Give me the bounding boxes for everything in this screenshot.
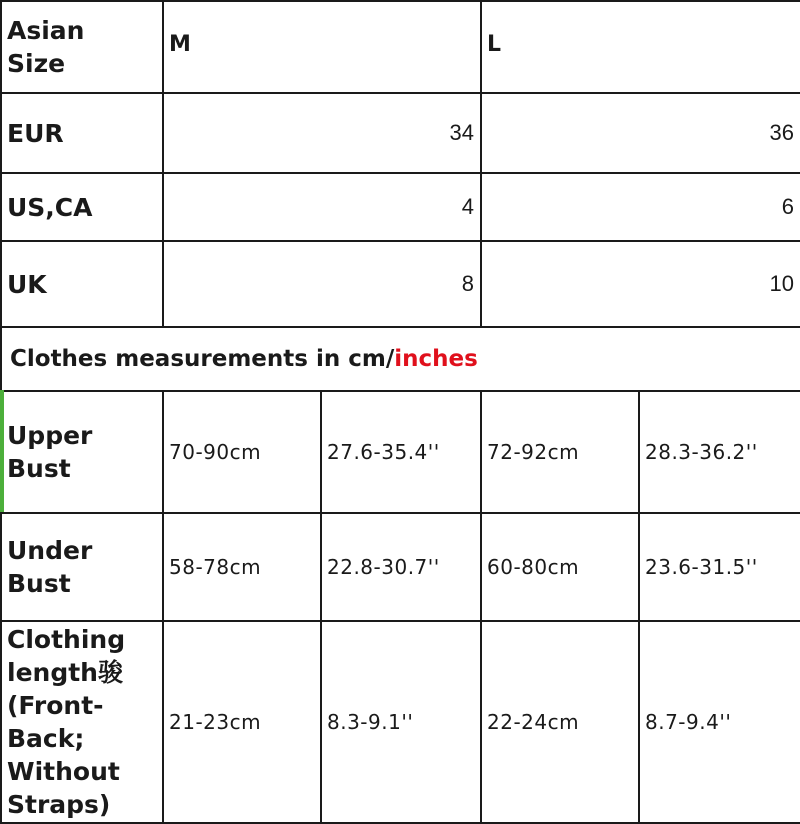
- conversion-label: EUR: [1, 93, 163, 173]
- size-m-inches: 8.3-9.1'': [321, 621, 481, 823]
- measurement-row-under-bust: [1, 513, 800, 621]
- size-m-cm: 58-78cm: [163, 513, 321, 621]
- measurement-row-clothing-length: [1, 621, 800, 823]
- size-l-cm: 60-80cm: [481, 513, 639, 621]
- size-m-value: 8: [163, 241, 481, 327]
- size-l-inches: 8.7-9.4'': [639, 621, 800, 823]
- size-m-header: M: [163, 1, 481, 93]
- conversion-label: US,CA: [1, 173, 163, 241]
- size-m-cm: 70-90cm: [163, 391, 321, 513]
- size-l-cm: 22-24cm: [481, 621, 639, 823]
- measurements-title-highlight: inches: [394, 346, 478, 372]
- size-m-value: 4: [163, 173, 481, 241]
- row-marker: [0, 390, 4, 512]
- conversion-label: UK: [1, 241, 163, 327]
- conversion-row-eur: [1, 93, 800, 173]
- asian-size-label: Asian Size: [1, 1, 163, 93]
- size-l-value: 36: [481, 93, 800, 173]
- measurement-label: Clothing length骏 (Front- Back; Without Straps): [1, 621, 163, 823]
- measurements-title-row: [1, 327, 800, 391]
- measurements-title: [1, 327, 800, 391]
- conversion-row-us-ca: [1, 173, 800, 241]
- size-l-cm: 72-92cm: [481, 391, 639, 513]
- size-l-inches: 23.6-31.5'': [639, 513, 800, 621]
- size-m-cm: 21-23cm: [163, 621, 321, 823]
- size-l-inches: 28.3-36.2'': [639, 391, 800, 513]
- size-l-value: 6: [481, 173, 800, 241]
- size-m-value: 34: [163, 93, 481, 173]
- measurement-row-upper-bust: [1, 391, 800, 513]
- size-m-inches: 27.6-35.4'': [321, 391, 481, 513]
- conversion-row-uk: [1, 241, 800, 327]
- size-l-header: L: [481, 1, 800, 93]
- size-l-value: 10: [481, 241, 800, 327]
- size-header-row: [1, 1, 800, 93]
- measurement-label: Under Bust: [1, 513, 163, 621]
- measurements-title-prefix: Clothes measurements in cm/: [10, 346, 395, 372]
- size-m-inches: 22.8-30.7'': [321, 513, 481, 621]
- measurement-label: Upper Bust: [1, 391, 163, 513]
